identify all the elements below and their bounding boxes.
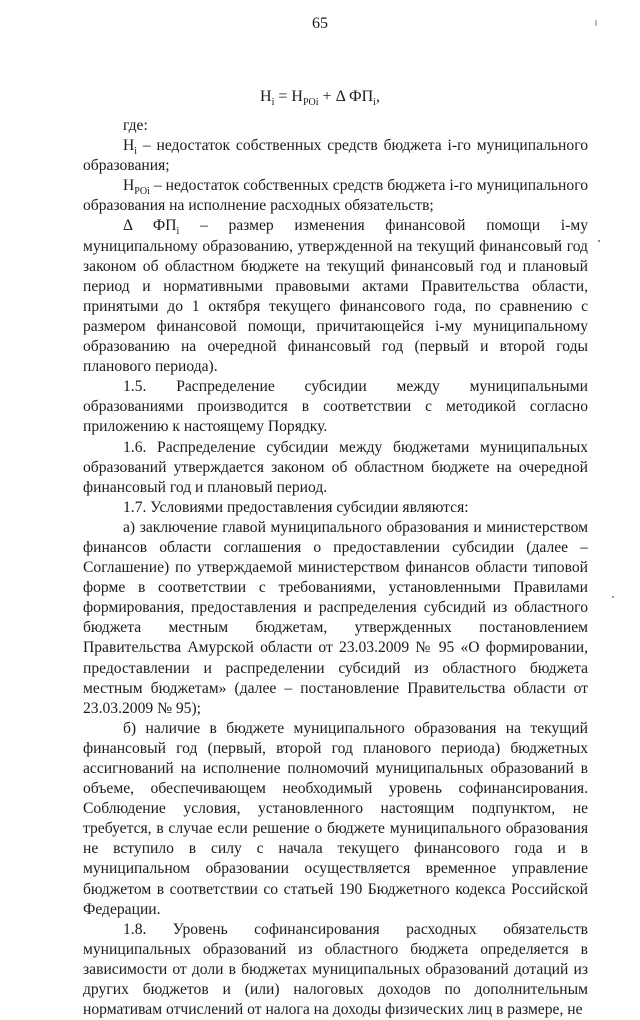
paragraph: 1.5. Распределение субсидии между муниципальными образованиями производится в соответствии с методикой согласно приложению к настоящему Порядку.: [83, 378, 588, 436]
definition-item: [83, 216, 588, 377]
paragraph: б) наличие в бюджете муниципального образования на текущий финансовый год (первый, второй год планового периода) бюджетных ассигнований на исполнение полномочий муниципальных образований в объеме, обеспечивающем необходимый уровень софинансирования. Соблюдение условия, установленного настоящим подпунктом, не требуется, в случае если решение о бюджете муниципального образования не вступило в силу с начала текущего финансового года и в муниципальном образовании осуществляется временное управление бюджетом в соответствии со статьей 190 Бюджетного кодекса Российской Федерации.: [83, 719, 588, 918]
formula-eq: =: [274, 88, 292, 105]
definition-symbol: Н: [123, 177, 135, 195]
where-label: где:: [123, 117, 148, 134]
scan-speck: [598, 240, 600, 242]
definition-text: – недостаток собственных средств бюджета i-го муниципального образования;: [83, 137, 588, 175]
page-number: 65: [312, 15, 328, 32]
paragraph: 1.7. Условиями предоставления субсидии являются:: [123, 498, 469, 516]
scan-speck: [595, 20, 597, 26]
definition-item: [83, 136, 588, 176]
definition-subscript: POi: [134, 186, 150, 198]
formula-plus: + Δ ФП: [318, 88, 374, 105]
paragraph: 1.6. Распределение субсидии между бюджетами муниципальных образований утверждается законом об областном бюджете на очередной финансовый год и плановый период.: [83, 438, 588, 496]
formula: [0, 87, 640, 107]
scan-speck: [612, 596, 614, 598]
definition-text: – недостаток собственных средств бюджета i-го муниципального образования на исполнение расходных обязательств;: [83, 177, 588, 215]
formula-r1: Н: [291, 88, 303, 105]
document-body: [83, 116, 588, 1020]
paragraph: 1.8. Уровень софинансирования расходных обязательств муниципальных образований из областного бюджета определяется в зависимости от доли в бюджетах муниципальных образований дотаций из других бюджетов и (или) налоговых доходов по дополнительным нормативам отчислений от налога на доходы физических лиц в размере, не: [83, 920, 588, 1019]
definition-item: [83, 176, 588, 216]
formula-r1-sub: POi: [302, 97, 319, 109]
definition-text: – размер изменения финансовой помощи i-му муниципальному образованию, утвержденной на текущий финансовый год законом об областном бюджете на текущий финансовый год и плановый период и нормативными правовыми актами Правительства области, принятыми до 1 октября текущего финансового года, по сравнению с размером финансовой помощи, причитающейся i-му муниципальному образованию на очередной финансовый год (первый и второй годы планового периода).: [83, 217, 588, 376]
formula-r2-sub: i: [373, 97, 376, 109]
paragraph: а) заключение главой муниципального образования и министерством финансов области соглашения о предоставлении субсидии (далее – Соглашение) по утверждаемой министерством финансов области типовой форме в соответствии с требованиями, установленными Правилами формирования, предоставления и распределения субсидий из областного бюджета местным бюджетам, утвержденных постановлением Правительства Амурской области от 23.03.2009 № 95 «О формировании, предоставлении и распределении субсидий из областного бюджета местным бюджетам» (далее – постановление Правительства области от 23.03.2009 № 95);: [83, 518, 588, 717]
formula-lhs: Н: [260, 88, 272, 105]
definition-symbol: Н: [123, 137, 135, 155]
definition-subscript: i: [176, 226, 180, 238]
definition-subscript: i: [134, 146, 138, 158]
formula-lhs-sub: i: [271, 97, 275, 109]
definition-symbol: Δ ФП: [123, 217, 177, 235]
formula-tail: ,: [375, 88, 380, 105]
